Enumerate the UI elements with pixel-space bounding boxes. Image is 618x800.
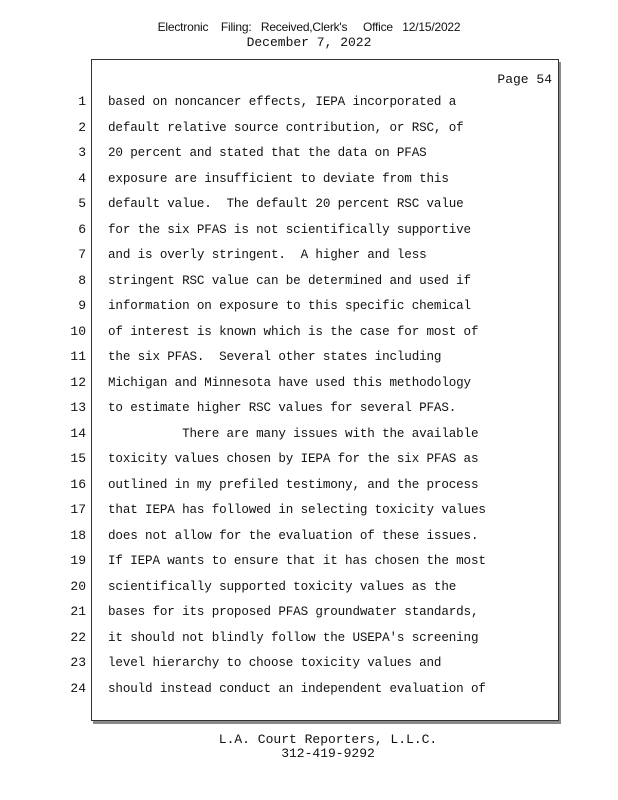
transcript-line: that IEPA has followed in selecting toxicity values <box>108 503 486 517</box>
transcript-line: bases for its proposed PFAS groundwater standards, <box>108 605 479 619</box>
line-number: 5 <box>78 196 86 211</box>
transcript-line: information on exposure to this specific chemical <box>108 299 471 313</box>
line-number: 4 <box>78 170 86 186</box>
transcript-line: does not allow for the evaluation of these issues. <box>108 528 479 543</box>
line-number: 24 <box>70 680 86 696</box>
line-number: 10 <box>70 323 86 339</box>
line-number: 13 <box>70 400 86 415</box>
line-number: 3 <box>78 145 86 160</box>
line-number: 19 <box>70 553 86 568</box>
transcript-line: should instead conduct an independent evaluation of <box>108 681 486 696</box>
transcript-line: scientifically supported toxicity values as the <box>108 579 457 594</box>
court-reporter-phone: 312-419-9292 <box>281 746 375 761</box>
line-number: 17 <box>70 502 86 517</box>
page-number: Page 54 <box>497 72 552 87</box>
line-number: 11 <box>70 349 86 364</box>
transcript-line: outlined in my prefiled testimony, and the process <box>108 477 479 492</box>
line-number: 7 <box>78 247 86 262</box>
line-number: 16 <box>70 476 86 492</box>
transcript-line: to estimate higher RSC values for several PFAS. <box>108 401 457 415</box>
transcript-line: Michigan and Minnesota have used this methodology <box>108 375 471 390</box>
line-number: 15 <box>70 451 86 466</box>
line-number: 18 <box>70 527 86 543</box>
transcript-line: There are many issues with the available <box>108 426 479 441</box>
filing-stamp: Electronic Filing: Received,Clerk's Office 12/15/2022 <box>157 20 461 34</box>
line-number: 6 <box>78 221 86 237</box>
transcript-line: the six PFAS. Several other states including <box>108 350 442 364</box>
line-number: 9 <box>78 298 86 313</box>
line-number: 12 <box>70 374 86 390</box>
line-number: 23 <box>70 655 86 670</box>
transcript-line: exposure are insufficient to deviate from this <box>108 171 449 186</box>
transcript-line: and is overly stringent. A higher and less <box>108 248 427 262</box>
line-number-column <box>60 89 86 701</box>
transcript-line: level hierarchy to choose toxicity values and <box>108 656 442 670</box>
transcript-line: based on noncancer effects, IEPA incorporated a <box>108 95 457 109</box>
transcript-page <box>91 59 559 721</box>
hearing-date: December 7, 2022 <box>246 35 372 50</box>
court-reporter-firm: L.A. Court Reporters, L.L.C. <box>218 732 438 747</box>
transcript-line: it should not blindly follow the USEPA's screening <box>108 630 479 645</box>
line-number: 14 <box>70 425 86 441</box>
line-number: 8 <box>78 272 86 288</box>
line-number: 1 <box>78 94 86 109</box>
line-number: 22 <box>70 629 86 645</box>
transcript-line: for the six PFAS is not scientifically supportive <box>108 222 471 237</box>
line-number: 21 <box>70 604 86 619</box>
transcript-line: If IEPA wants to ensure that it has chosen the most <box>108 554 486 568</box>
transcript-body <box>108 90 548 702</box>
transcript-line: of interest is known which is the case for most of <box>108 324 479 339</box>
transcript-line: 20 percent and stated that the data on PFAS <box>108 146 427 160</box>
transcript-line: default relative source contribution, or RSC, of <box>108 120 464 135</box>
line-number: 2 <box>78 119 86 135</box>
transcript-line: stringent RSC value can be determined and used if <box>108 273 471 288</box>
transcript-line: default value. The default 20 percent RSC value <box>108 197 464 211</box>
transcript-line: toxicity values chosen by IEPA for the six PFAS as <box>108 452 479 466</box>
line-number: 20 <box>70 578 86 594</box>
